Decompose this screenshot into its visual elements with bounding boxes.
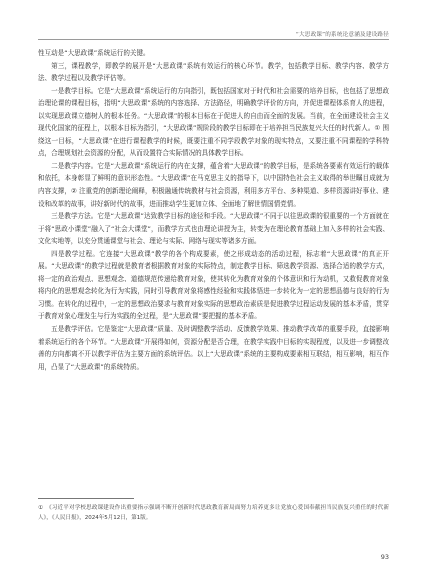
- header-rule: [38, 39, 389, 40]
- paragraph-teaching-process: 四是教学过程。它连接“大思政课”教学的各个构成要素，使之形成动态的活动过程，标志着“大思政课”的真正开展。“大思政课”的教学过程就是教育者根据教育对象的实际特点，制定教学目标、筛选教学资源、选择合适的教学方式，将一定的政治观点、思想观念、道德规范传递给教育对象，使其转化为教育对象的个体意识和行为动机，又救促教育对象将内化的思想观念转化为行为实践，同时引导教育对象将感性经验和实践体悟进一步转化为一定的思想品德与良好的行为习惯。在转化的过程中，一定的思想政治要求与教育对象实际的思想政治素质是促进教学过程运动发展的基本矛盾，贯穿于教育对象心理发生与行为实践的全过程，是“大思政课”要把握的基本矛盾。: [38, 249, 389, 321]
- paragraph-course-teaching: 第三，课程教学，即教学的展开是“大思政课”系统有效运行的核心环节。教学，包括教学目标、教学内容、教学方法、教学过程以及教学评估等。: [38, 61, 389, 83]
- paragraph-continuation: 性互动是“大思政课”系统运行的关键。: [38, 49, 150, 57]
- paragraph-teaching-goals: 一是教学目标。它是“大思政课”系统运行的方向指引，既包括国家对于时代和社会需要的培养目标，也包括了思想政治理论课的课程目标，指明“大思政课”系统的内容选择、方法路径，明确教学评价的方向，并促进课程体系育人的进程，以实现思政课立德树人的根本任务。“大思政课”的根本目标在于促进人的自由而全面的发展。当前，在全面建设社会主义现代化国家的征程上，以根本目标为指引，“大思政课”规阶段的教学目标即在于培养担当民族复兴大任的时代新人。① 围绕这一目标，“大思政课”在进行课程教学的时候，既要注重不同学段教学对象的现实特点，又要注重不同课程的学科特点，合理规划社会资源的分配，从而设置符合实际情况的具体教学目标。: [38, 86, 389, 158]
- body-text: [38, 47, 389, 373]
- footnote: ① 《习近平对学校思政课建设作出重要指示强调不断开创新时代思政教育新局面努力培养更多让党放心爱国奉献担当民族复兴重任的时代新人》，《人民日报》，2024年5月12日，第1版。: [38, 505, 389, 521]
- page-number: 93: [380, 553, 389, 561]
- running-head: “大思政课”的系统论意涵及建设路径: [295, 32, 389, 38]
- paragraph-teaching-content: 二是教学内容。它是“大思政课”系统运行的内在支撑，蕴含着“大思政课”的教学目标，是系统各要素有效运行的载体和依托，本身彰显了鲜明的意识形态性。“大思政课”在马克思主义的指导下，以中国特色社会主义取得的举世瞩目成就为内容支撑，② 注重党的创新理论阐释，积极融通传统教材与社会资源，利用多方平台、多种渠道、多样资源讲好事业、建设和改革的故事，讲好新时代的故事，进而推动学生更加立体、全面地了解世情国情党情。: [38, 161, 389, 208]
- footnote-rule: [38, 498, 134, 499]
- paragraph-teaching-evaluation: 五是教学评估。它是鉴定“大思政课”质量、及时调整教学活动、反馈教学效果、推动教学改革的重要手段，直接影响着系统运行的各个环节。“大思政课”开展得如何，资源分配是否合理，在教学实践中目标的实现程度，以及进一步调整改善的方向都离不开以教学评估为主要方面的系统评估。以上“大思政课”系统的主要构成要素相互联结，相互影响，相互作用，凸显了“大思政课”的系统特质。: [38, 325, 389, 371]
- paragraph-teaching-methods: 三是教学方法。它是“大思政课”达致教学目标的途径和手段。“大思政课”不同于以往思政课的很重要的一个方面就在于将“思政小课堂”融入了“社会大课堂”，而教学方式也由理论讲授为主，转变为在理论教育基础上加入多样的社会实践、文化实地等，以充分贯通课堂与社会、理论与实际、网络与现实等诸多方面。: [38, 212, 389, 246]
